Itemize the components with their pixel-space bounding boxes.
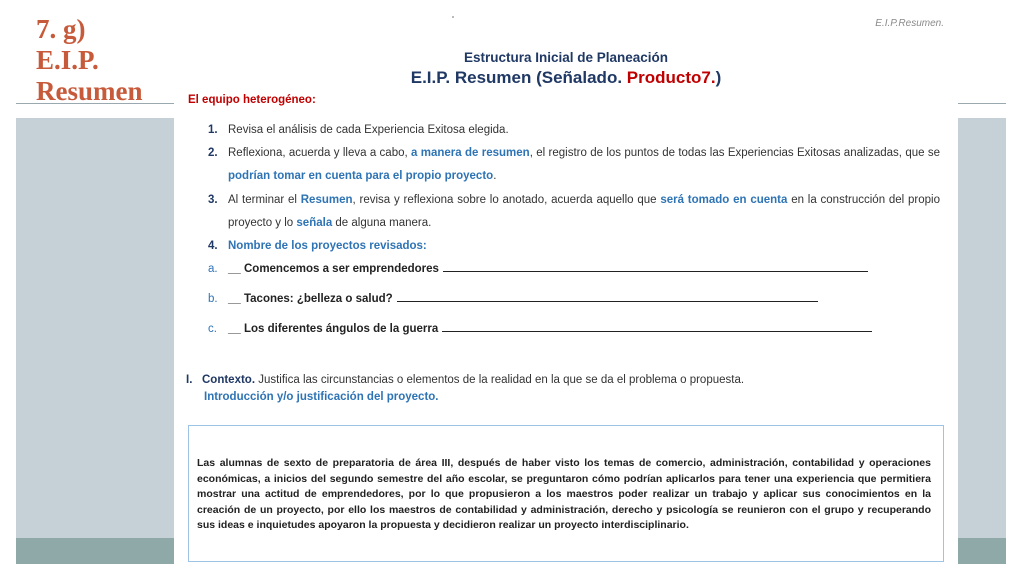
subtitle-main: E.I.P. Resumen (Señalado.: [410, 68, 627, 87]
team-heading: El equipo heterogéneo:: [188, 94, 316, 106]
list-item-1: [208, 119, 940, 142]
project-a: [208, 263, 868, 275]
context-text: Justifica las circunstancias o elementos de la realidad en la que se da el problema o propuesta.: [255, 374, 745, 386]
list-item-2: [208, 142, 940, 188]
slide-title-line-1: 7. g): [36, 14, 86, 44]
project-letter: b.: [208, 293, 218, 305]
item-number: 4.: [208, 240, 218, 252]
item-text-part: en la construcción del propio proyecto y lo: [228, 194, 940, 229]
list-item-4: [208, 235, 940, 258]
context-subtitle: Introducción y/o justificación del proyecto.: [204, 391, 439, 403]
slide-title-line-2: E.I.P.: [36, 45, 99, 75]
item-number: 3.: [208, 194, 218, 206]
item-highlight: podrían tomar en cuenta para el propio proyecto: [228, 170, 494, 182]
context-label: Contexto.: [201, 374, 256, 386]
justification-text: Las alumnas de sexto de preparatoria de área III, después de haber visto los temas de comercio, administración, contabilidad y operaciones económicas, a inicios del segundo semestre del año escolar, se preguntaron cómo podrían aplicarlos para tener una experiencia que permitiera mostrar una actitud de emprendedores, por lo que propusieron a los maestros poder realizar un trabajo y aplicar sus conocimientos en la creación de un proyecto, por ello los maestros de contabilidad y administración, derecho y psicología se reunieron con el grupo y recuperando sus ideas e inquietudes apoyaron la propuesta y decidieron realizar un proyecto interdisciplinario.: [197, 457, 931, 531]
slide-title: [36, 14, 176, 107]
project-name: __ Tacones: ¿belleza o salud?: [228, 293, 393, 305]
document-page: [174, 12, 958, 564]
subtitle-product: Producto7.: [626, 68, 716, 87]
project-underline: [442, 330, 872, 332]
item-number: 2.: [208, 147, 218, 159]
project-letter: a.: [208, 263, 218, 275]
item-text-part: de alguna manera.: [332, 217, 432, 229]
item-highlight: Resumen: [300, 194, 353, 206]
item-highlight: será tomado en cuenta: [660, 194, 788, 206]
item-text: Nombre de los proyectos revisados:: [228, 240, 427, 252]
context-numeral: I.: [186, 374, 193, 386]
project-underline: [443, 270, 868, 272]
item-text: [228, 189, 940, 235]
slide-title-line-3: Resumen: [36, 76, 143, 106]
project-letter: c.: [208, 323, 217, 335]
document-subtitle: [174, 68, 958, 88]
subtitle-end: ): [715, 68, 722, 87]
project-name: __ Comencemos a ser emprendedores: [228, 263, 439, 275]
item-number: 1.: [208, 124, 218, 136]
item-highlight: a manera de resumen: [411, 147, 530, 159]
justification-box: [188, 425, 944, 562]
item-text-part: , el registro de los puntos de todas las Experiencias Exitosas analizadas, que se: [529, 147, 940, 159]
item-text-part: .: [493, 170, 497, 182]
project-b: [208, 293, 818, 305]
item-highlight: señala: [296, 217, 333, 229]
context-line: [186, 374, 744, 386]
page-mark: [452, 16, 454, 18]
document-header: E.I.P.Resumen.: [875, 18, 944, 29]
project-c: [208, 323, 872, 335]
document-title: Estructura Inicial de Planeación: [463, 50, 669, 65]
project-underline: [397, 300, 818, 302]
project-name: __ Los diferentes ángulos de la guerra: [228, 323, 439, 335]
item-text-part: Al terminar el: [228, 194, 301, 206]
item-text: Revisa el análisis de cada Experiencia Exitosa elegida.: [228, 124, 509, 136]
item-text-part: Reflexiona, acuerda y lleva a cabo,: [228, 147, 412, 159]
item-text: [228, 142, 940, 188]
list-item-3: [208, 189, 940, 235]
item-text-part: , revisa y reflexiona sobre lo anotado, acuerda aquello que: [352, 194, 661, 206]
